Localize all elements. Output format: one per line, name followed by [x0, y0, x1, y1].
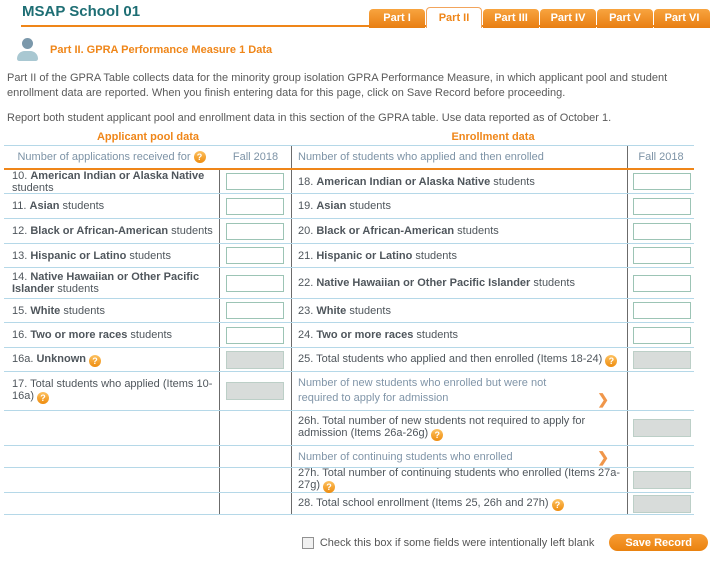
page-title: MSAP School 01 — [22, 3, 141, 20]
item-19-input[interactable] — [633, 198, 691, 215]
table-row — [4, 411, 694, 446]
item-21-field-cell — [628, 244, 694, 267]
item-28-label: 28. Total school enrollment (Items 25, 26h and 27h) ? — [298, 497, 564, 511]
item-15-label: 15. White students — [12, 304, 105, 317]
item-23-field-cell — [628, 299, 694, 322]
footer — [0, 534, 708, 551]
tab-part-iii[interactable]: Part III — [483, 9, 539, 28]
item-20-input[interactable] — [633, 223, 691, 240]
item-14-input[interactable] — [226, 275, 284, 292]
item-11-cell — [4, 194, 220, 218]
item-12-field-cell — [220, 219, 292, 243]
item-28-value — [633, 495, 691, 513]
item-26h-field-cell — [628, 411, 694, 445]
item-20-label: 20. Black or African-American students — [298, 225, 499, 238]
item-26h-value — [633, 419, 691, 437]
item-23-cell — [292, 299, 628, 322]
item-15-field-cell — [220, 299, 292, 322]
save-record-button[interactable]: Save Record — [609, 534, 708, 551]
help-icon[interactable]: ? — [431, 429, 443, 441]
table-row — [4, 268, 694, 299]
chevron-right-icon[interactable]: ❯ — [597, 391, 609, 408]
item-25-cell — [292, 348, 628, 371]
help-icon[interactable]: ? — [605, 355, 617, 367]
table-row — [4, 219, 694, 244]
item-16a-cell — [4, 348, 220, 371]
empty-field-cell — [220, 446, 292, 467]
top-bar — [0, 0, 717, 28]
item-24-input[interactable] — [633, 327, 691, 344]
empty-cell — [4, 446, 220, 467]
empty-field-cell — [220, 493, 292, 514]
item-15-input[interactable] — [226, 302, 284, 319]
table-row — [4, 493, 694, 515]
item-18-input[interactable] — [633, 173, 691, 190]
item-21-input[interactable] — [633, 247, 691, 264]
item-14-cell — [4, 268, 220, 298]
person-icon — [14, 37, 40, 63]
item-23-label: 23. White students — [298, 304, 391, 317]
item-27h-cell — [292, 468, 628, 492]
item-17-cell — [4, 372, 220, 410]
continuing-students-section-field-cell — [628, 446, 694, 467]
gpra-table — [4, 145, 694, 515]
item-28-field-cell — [628, 493, 694, 514]
tab-part-v[interactable]: Part V — [597, 9, 653, 28]
item-16-label: 16. Two or more races students — [12, 329, 172, 342]
item-16-input[interactable] — [226, 327, 284, 344]
item-20-cell — [292, 219, 628, 243]
item-22-field-cell — [628, 268, 694, 298]
intro-paragraph-2: Report both student applicant pool and enrollment data in this section of the GPRA table. Use data reported as of October 1. — [7, 112, 612, 125]
item-16a-field-cell — [220, 348, 292, 371]
item-12-label: 12. Black or African-American students — [12, 225, 213, 238]
item-12-input[interactable] — [226, 223, 284, 240]
empty-cell — [4, 493, 220, 514]
table-row — [4, 348, 694, 372]
continuing-students-section-cell — [292, 446, 628, 467]
help-icon[interactable]: ? — [37, 392, 49, 404]
item-11-field-cell — [220, 194, 292, 218]
item-19-field-cell — [628, 194, 694, 218]
section-title: Part II. GPRA Performance Measure 1 Data — [50, 44, 273, 56]
item-25-value — [633, 351, 691, 369]
continuing-students-section-label: Number of continuing students who enrolled — [298, 450, 513, 463]
new-students-section-label: Number of new students who enrolled but were not required to apply for admission — [298, 377, 547, 405]
tab-part-vi[interactable]: Part VI — [654, 9, 710, 28]
item-22-label: 22. Native Hawaiian or Other Pacific Islander students — [298, 277, 575, 290]
item-21-label: 21. Hispanic or Latino students — [298, 249, 457, 262]
item-12-cell — [4, 219, 220, 243]
help-icon[interactable]: ? — [552, 499, 564, 511]
help-icon[interactable]: ? — [194, 151, 206, 163]
item-13-field-cell — [220, 244, 292, 267]
item-17-label: 17. Total students who applied (Items 10-16a) ? — [12, 378, 213, 404]
item-18-label: 18. American Indian or Alaska Native students — [298, 175, 535, 188]
tab-part-iv[interactable]: Part IV — [540, 9, 596, 28]
table-row — [4, 194, 694, 219]
item-16a-value — [226, 351, 284, 369]
item-11-input[interactable] — [226, 198, 284, 215]
enrollment-period-header: Fall 2018 — [638, 151, 684, 164]
enrollment-col-header: Number of students who applied and then enrolled — [292, 146, 628, 168]
item-23-input[interactable] — [633, 302, 691, 319]
tab-part-i[interactable]: Part I — [369, 9, 425, 28]
item-27h-field-cell — [628, 468, 694, 492]
item-15-cell — [4, 299, 220, 322]
empty-field-cell — [220, 411, 292, 445]
enrollment-heading: Enrollment data — [451, 131, 535, 144]
table-row — [4, 446, 694, 468]
tab-bar — [369, 6, 710, 28]
item-10-input[interactable] — [226, 173, 284, 190]
empty-field-cell — [220, 468, 292, 492]
tab-part-ii[interactable]: Part II — [426, 7, 482, 28]
item-13-input[interactable] — [226, 247, 284, 264]
item-19-label: 19. Asian students — [298, 200, 391, 213]
help-icon[interactable]: ? — [323, 481, 335, 493]
item-10-field-cell — [220, 170, 292, 193]
item-21-cell — [292, 244, 628, 267]
item-28-cell — [292, 493, 628, 514]
table-row — [4, 170, 694, 194]
item-26h-cell — [292, 411, 628, 445]
item-22-input[interactable] — [633, 275, 691, 292]
item-17-field-cell — [220, 372, 292, 410]
new-students-section-cell — [292, 372, 628, 410]
applicant-period-header: Fall 2018 — [220, 146, 292, 168]
item-26h-label: 26h. Total number of new students not required to apply for admission (Items 26a-26g) ? — [298, 415, 586, 441]
applicant-pool-heading: Applicant pool data — [96, 131, 200, 144]
table-row — [4, 299, 694, 323]
item-20-field-cell — [628, 219, 694, 243]
intro-paragraph-1: Part II of the GPRA Table collects data for the minority group isolation GPRA Performance Measure, in which applicant pool and student enrollment data are reported. When you finish entering data for this page, click on Save Record before proceeding. — [7, 72, 668, 99]
table-row — [4, 372, 694, 411]
item-14-field-cell — [220, 268, 292, 298]
new-students-section-field-cell — [628, 372, 694, 410]
item-25-label: 25. Total students who applied and then enrolled (Items 18-24) ? — [298, 353, 617, 367]
table-row — [4, 323, 694, 348]
item-22-cell — [292, 268, 628, 298]
item-11-label: 11. Asian students — [12, 200, 105, 213]
empty-cell — [4, 468, 220, 492]
item-24-label: 24. Two or more races students — [298, 329, 458, 342]
item-19-cell — [292, 194, 628, 218]
table-header-row — [4, 146, 694, 170]
item-17-value — [226, 382, 284, 400]
empty-cell — [4, 411, 220, 445]
item-27h-label: 27h. Total number of continuing students who enrolled (Items 27a-27g) ? — [298, 467, 621, 493]
item-13-cell — [4, 244, 220, 267]
item-18-cell — [292, 170, 628, 193]
item-27h-value — [633, 471, 691, 489]
chevron-right-icon[interactable]: ❯ — [597, 449, 609, 466]
item-10-label: 10. American Indian or Alaska Native students — [12, 169, 205, 194]
applicant-col-header: Number of applications received for ? — [4, 146, 220, 168]
section-header — [14, 37, 717, 63]
item-10-cell — [4, 170, 220, 193]
item-13-label: 13. Hispanic or Latino students — [12, 249, 171, 262]
item-24-field-cell — [628, 323, 694, 347]
table-row — [4, 468, 694, 493]
blank-fields-checkbox[interactable] — [302, 537, 314, 549]
blank-fields-label: Check this box if some fields were intentionally left blank — [319, 536, 595, 549]
item-25-field-cell — [628, 348, 694, 371]
item-18-field-cell — [628, 170, 694, 193]
item-16-field-cell — [220, 323, 292, 347]
item-24-cell — [292, 323, 628, 347]
item-16-cell — [4, 323, 220, 347]
help-icon[interactable]: ? — [89, 355, 101, 367]
item-16a-label: 16a. Unknown ? — [12, 353, 101, 367]
group-headings — [4, 131, 717, 143]
table-row — [4, 244, 694, 268]
item-14-label: 14. Native Hawaiian or Other Pacific Islander students — [12, 271, 200, 296]
